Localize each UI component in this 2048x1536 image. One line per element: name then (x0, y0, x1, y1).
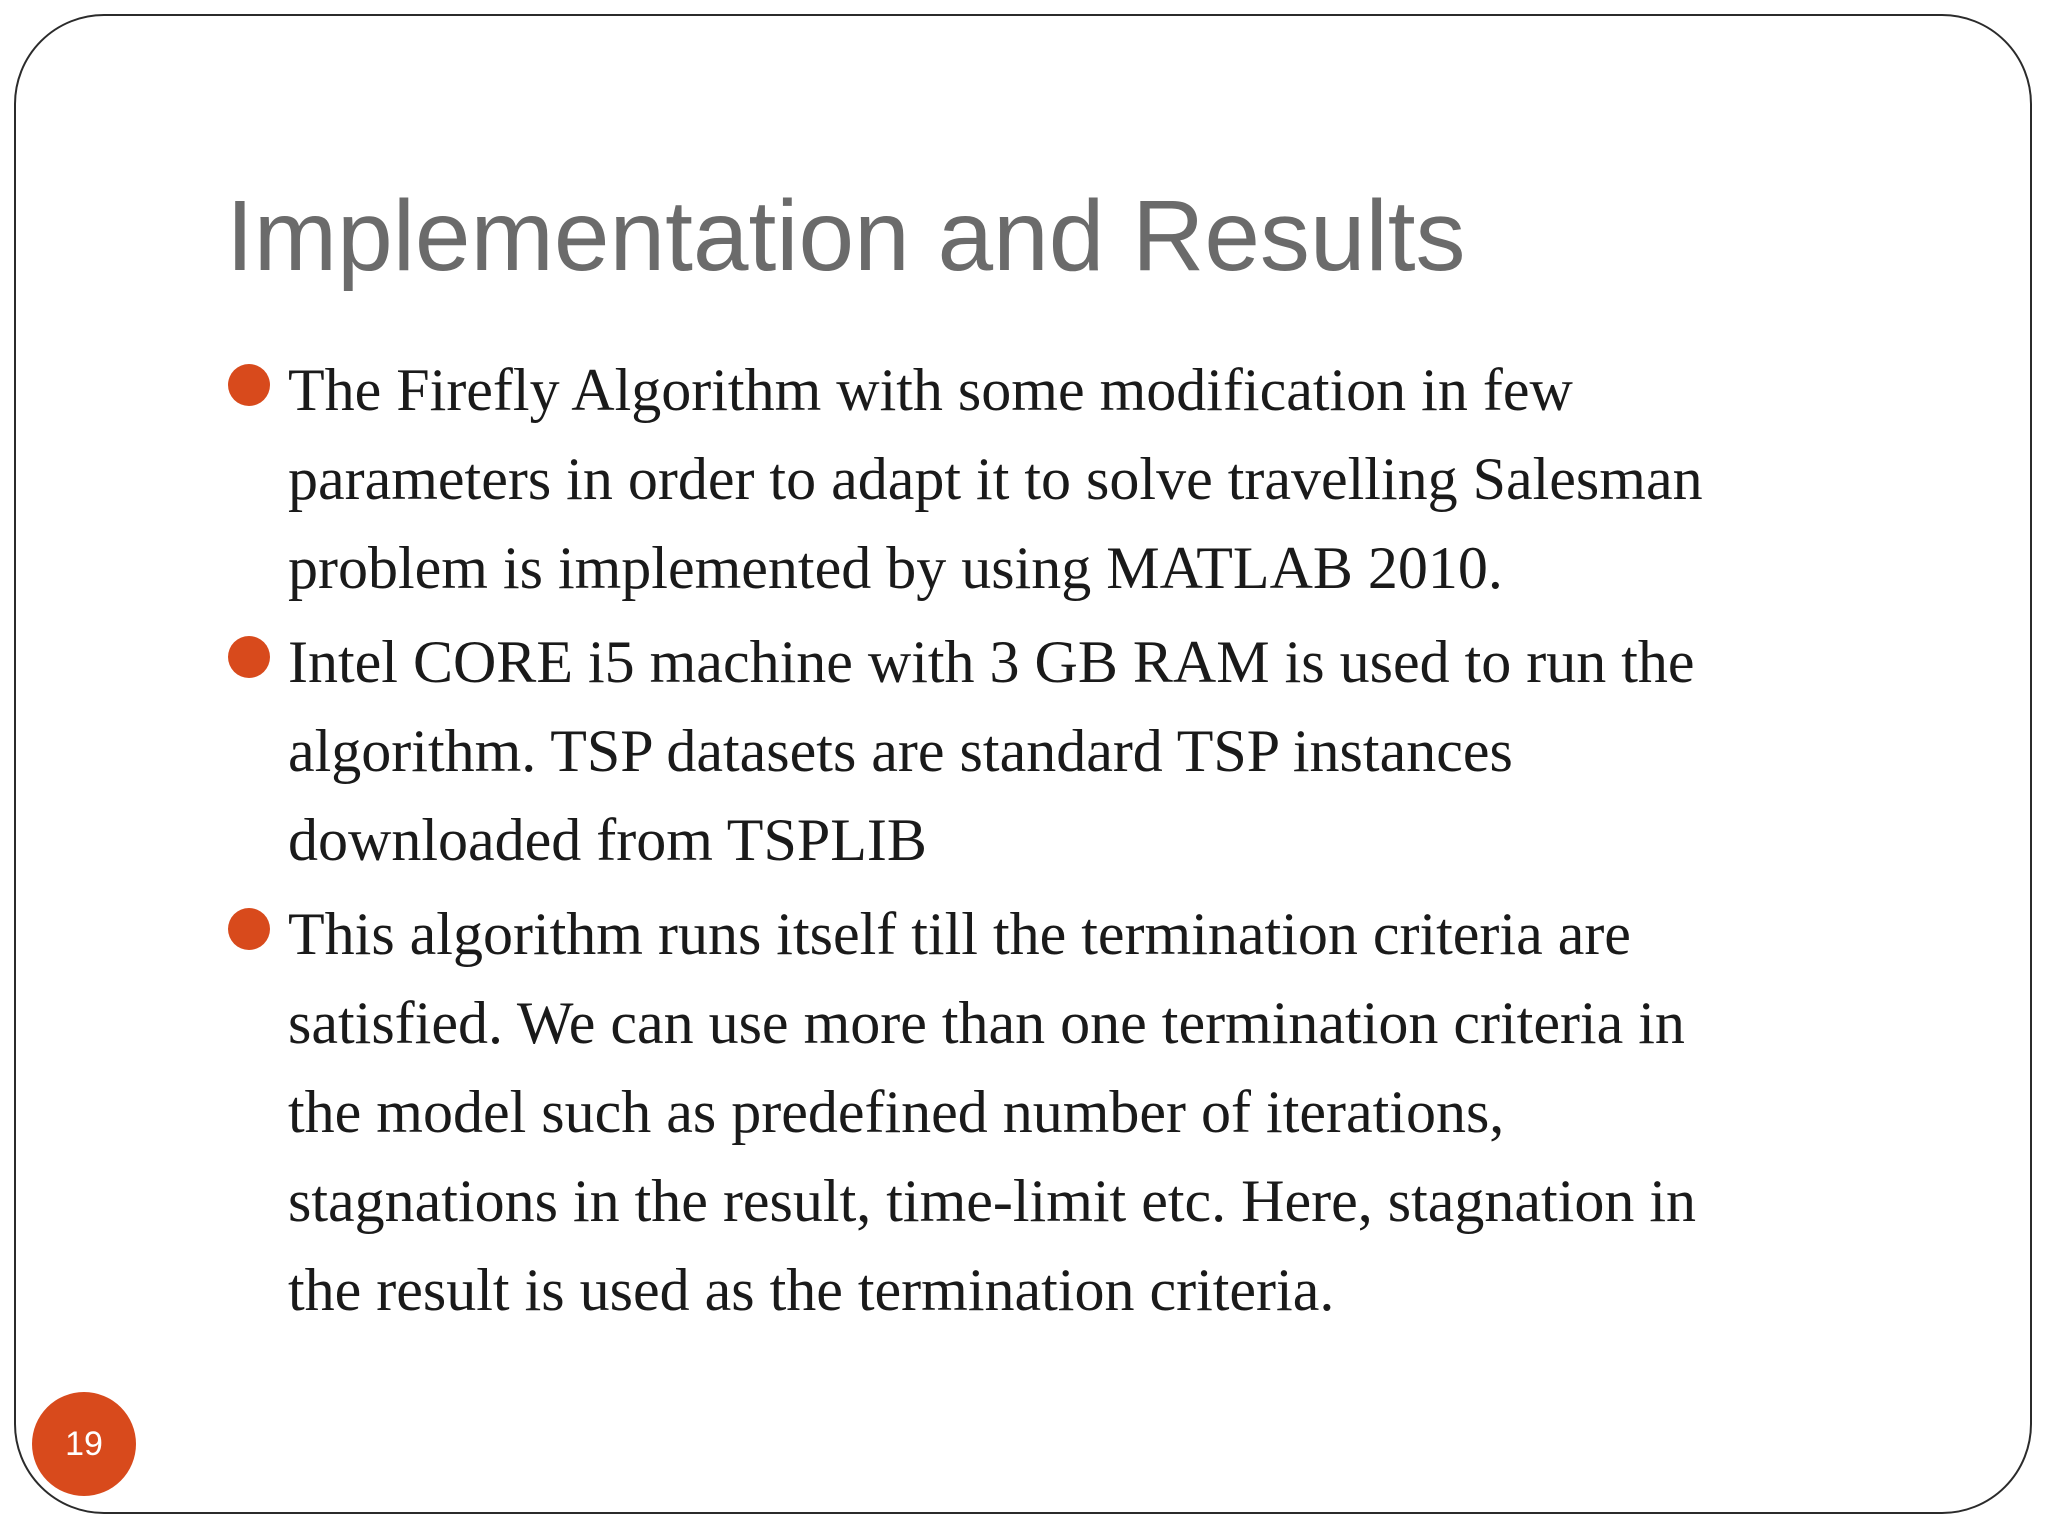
bullet-line: parameters in order to adapt it to solve travelling Salesman (288, 446, 1703, 512)
bullet-line: This algorithm runs itself till the termination criteria are (288, 901, 1631, 967)
bullet-line: problem is implemented by using MATLAB 2010. (288, 535, 1503, 601)
bullet-list (226, 346, 1906, 1335)
bullet-line: stagnations in the result, time-limit etc. Here, stagnation in (288, 1168, 1697, 1234)
bullet-item (226, 618, 1906, 885)
bullet-dot-icon (228, 364, 270, 406)
bullet-line: The Firefly Algorithm with some modification in few (288, 357, 1573, 423)
bullet-item (226, 890, 1906, 1335)
bullet-line: algorithm. TSP datasets are standard TSP instances (288, 718, 1513, 784)
bullet-line: the model such as predefined number of iterations, (288, 1079, 1505, 1145)
bullet-item (226, 346, 1906, 613)
bullet-dot-icon (228, 636, 270, 678)
bullet-line: downloaded from TSPLIB (288, 807, 927, 873)
bullet-dot-icon (228, 908, 270, 950)
bullet-line: the result is used as the termination criteria. (288, 1257, 1335, 1323)
slide-title: Implementation and Results (226, 180, 1466, 292)
bullet-line: Intel CORE i5 machine with 3 GB RAM is used to run the (288, 629, 1695, 695)
bullet-line: satisfied. We can use more than one termination criteria in (288, 990, 1685, 1056)
page-number-badge: 19 (32, 1392, 136, 1496)
